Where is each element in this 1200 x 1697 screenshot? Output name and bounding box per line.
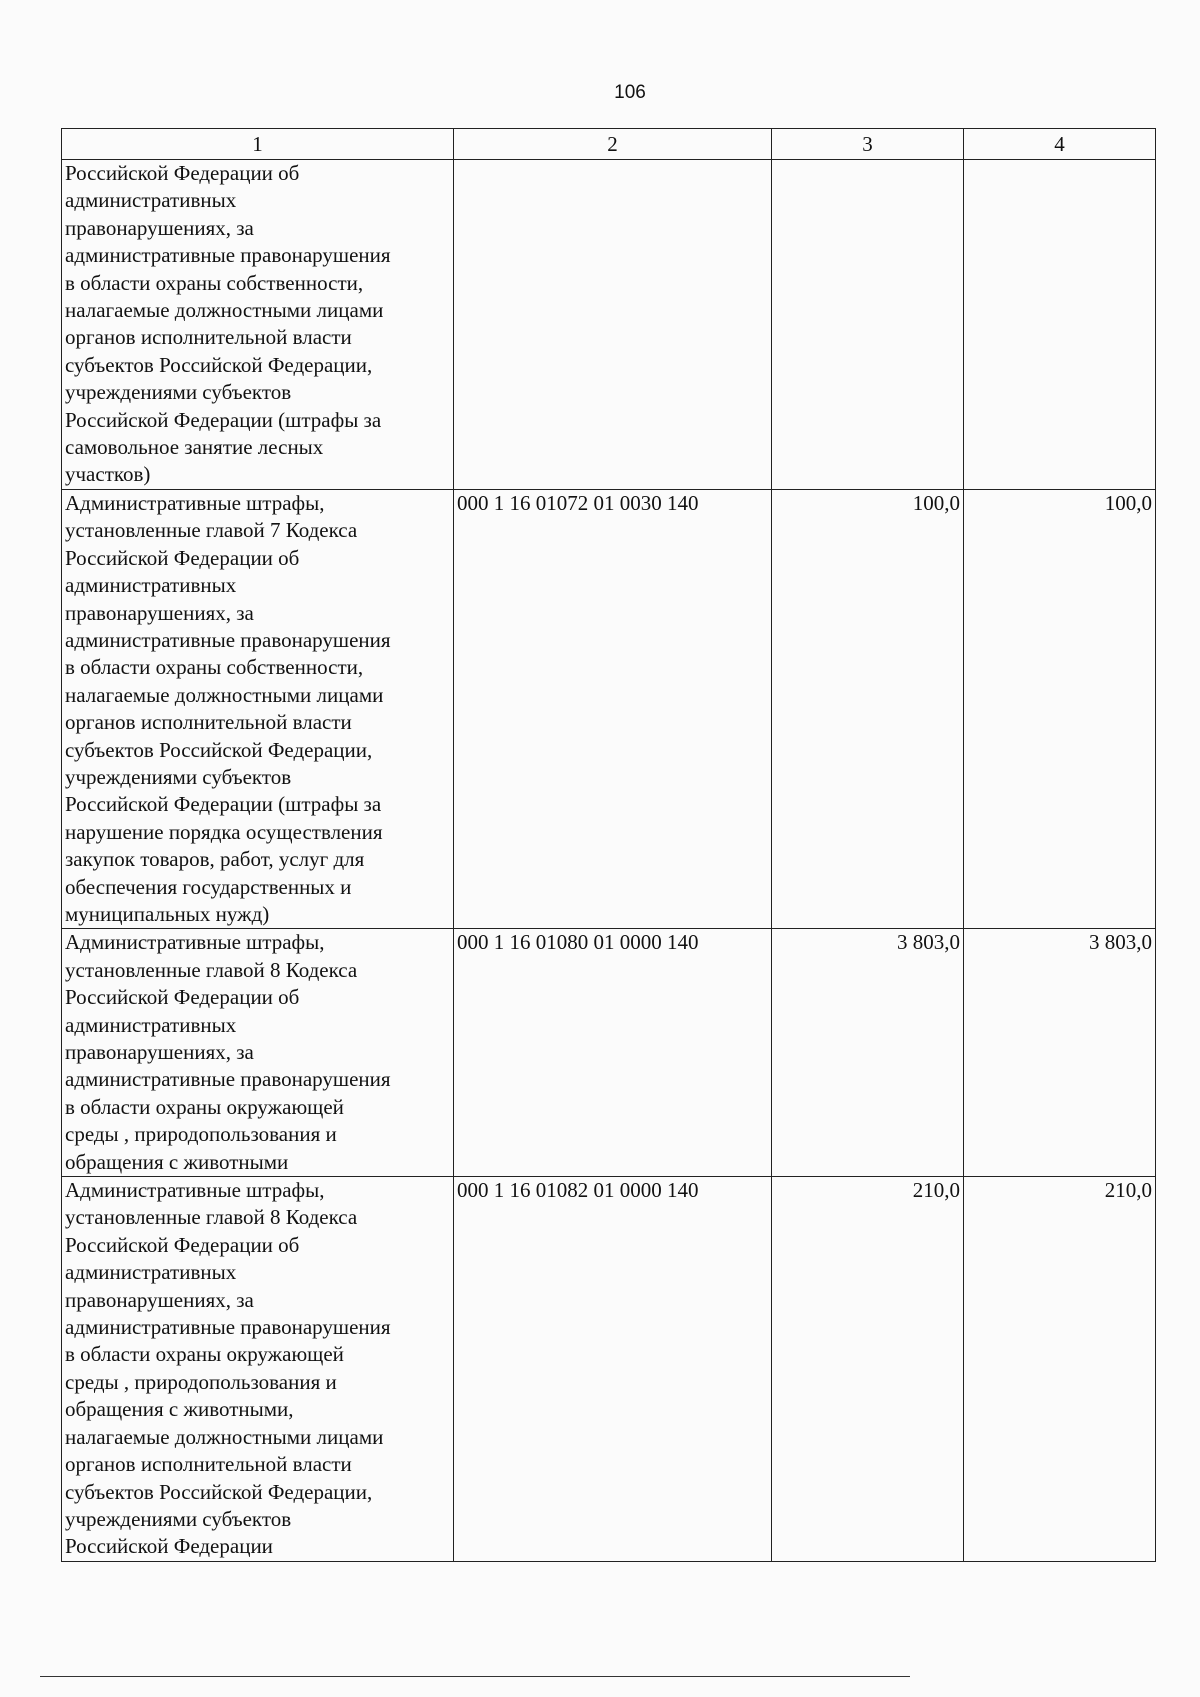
- table-body: [62, 160, 1156, 1562]
- description-cell: [62, 1177, 454, 1562]
- amount-column-3-cell: 3 803,0: [772, 929, 964, 1177]
- description-line: Российской Федерации (штрафы за: [65, 792, 382, 817]
- description-line: среды , природопользования и: [65, 1369, 337, 1394]
- amount-column-4-cell: 3 803,0: [964, 929, 1156, 1177]
- description-line: административных: [65, 1260, 237, 1285]
- description-line: налагаемые должностными лицами: [65, 298, 384, 323]
- description-cell: [62, 160, 454, 490]
- description-line: правонарушениях, за: [65, 1040, 254, 1064]
- budget-code-cell: 000 1 16 01072 01 0030 140: [454, 489, 772, 929]
- column-header-1: 1: [62, 129, 454, 160]
- description-line: нарушение порядка осуществления: [65, 819, 383, 844]
- description-line: самовольное занятие лесных: [65, 435, 324, 460]
- description-line: обращения с животными,: [65, 1397, 294, 1422]
- description-line: учреждениями субъектов: [65, 764, 292, 789]
- description-line: Российской Федерации об: [65, 985, 300, 1010]
- description-line: органов исполнительной власти: [65, 1452, 352, 1477]
- description-line: Административные штрафы,: [65, 1178, 325, 1203]
- description-line: учреждениями субъектов: [65, 1506, 292, 1531]
- description-line: установленные главой 8 Кодекса: [65, 1205, 358, 1230]
- amount-column-4-cell: [964, 160, 1156, 490]
- description-line: обращения с животными: [65, 1149, 289, 1174]
- column-header-4: 4: [964, 129, 1156, 160]
- amount-column-3-cell: 210,0: [772, 1177, 964, 1562]
- description-line: административные правонарушения: [65, 1315, 391, 1340]
- table-row: [62, 489, 1156, 929]
- description-line: субъектов Российской Федерации,: [65, 352, 373, 377]
- description-line: в области охраны окружающей: [65, 1094, 344, 1119]
- amount-column-4-cell: 100,0: [964, 489, 1156, 929]
- description-cell: [62, 489, 454, 929]
- description-line: установленные главой 8 Кодекса: [65, 957, 358, 982]
- amount-column-3-cell: [772, 160, 964, 490]
- description-line: правонарушениях, за: [65, 1287, 254, 1312]
- description-line: муниципальных нужд): [65, 901, 270, 926]
- column-header-2: 2: [454, 129, 772, 160]
- description-line: Российской Федерации об: [65, 161, 300, 185]
- description-line: органов исполнительной власти: [65, 325, 352, 350]
- description-line: участков): [65, 462, 151, 487]
- table-row: [62, 929, 1156, 1177]
- description-cell: [62, 929, 454, 1177]
- description-line: правонарушениях, за: [65, 215, 254, 240]
- table-row: [62, 1177, 1156, 1562]
- description-line: закупок товаров, работ, услуг для: [65, 847, 365, 872]
- budget-code-cell: 000 1 16 01080 01 0000 140: [454, 929, 772, 1177]
- budget-table: [61, 128, 1156, 1562]
- footer-divider: [40, 1676, 910, 1677]
- description-line: налагаемые должностными лицами: [65, 1424, 384, 1449]
- description-line: Административные штрафы,: [65, 930, 325, 955]
- description-line: Административные штрафы,: [65, 490, 325, 515]
- description-line: органов исполнительной власти: [65, 710, 352, 735]
- description-line: административных: [65, 1012, 237, 1037]
- column-header-3: 3: [772, 129, 964, 160]
- description-line: обеспечения государственных и: [65, 874, 352, 899]
- budget-code-cell: 000 1 16 01082 01 0000 140: [454, 1177, 772, 1562]
- description-line: среды , природопользования и: [65, 1122, 337, 1147]
- description-line: Российской Федерации: [65, 1534, 273, 1559]
- description-line: установленные главой 7 Кодекса: [65, 518, 358, 543]
- description-line: субъектов Российской Федерации,: [65, 1479, 373, 1504]
- description-line: в области охраны собственности,: [65, 270, 364, 295]
- page-number: 106: [614, 82, 646, 103]
- description-line: Российской Федерации об: [65, 545, 300, 570]
- table-row: [62, 160, 1156, 490]
- description-line: правонарушениях, за: [65, 600, 254, 625]
- description-line: Российской Федерации об: [65, 1232, 300, 1257]
- description-line: административные правонарушения: [65, 1067, 391, 1092]
- description-line: административные правонарушения: [65, 243, 391, 268]
- description-line: учреждениями субъектов: [65, 380, 292, 405]
- header-row: [62, 129, 1156, 160]
- description-line: административных: [65, 573, 237, 598]
- description-line: в области охраны окружающей: [65, 1342, 344, 1367]
- description-line: в области охраны собственности,: [65, 655, 364, 680]
- description-line: налагаемые должностными лицами: [65, 682, 384, 707]
- budget-code-cell: [454, 160, 772, 490]
- amount-column-4-cell: 210,0: [964, 1177, 1156, 1562]
- description-line: субъектов Российской Федерации,: [65, 737, 373, 762]
- amount-column-3-cell: 100,0: [772, 489, 964, 929]
- description-line: административные правонарушения: [65, 627, 391, 652]
- description-line: Российской Федерации (штрафы за: [65, 407, 382, 432]
- description-line: административных: [65, 188, 237, 213]
